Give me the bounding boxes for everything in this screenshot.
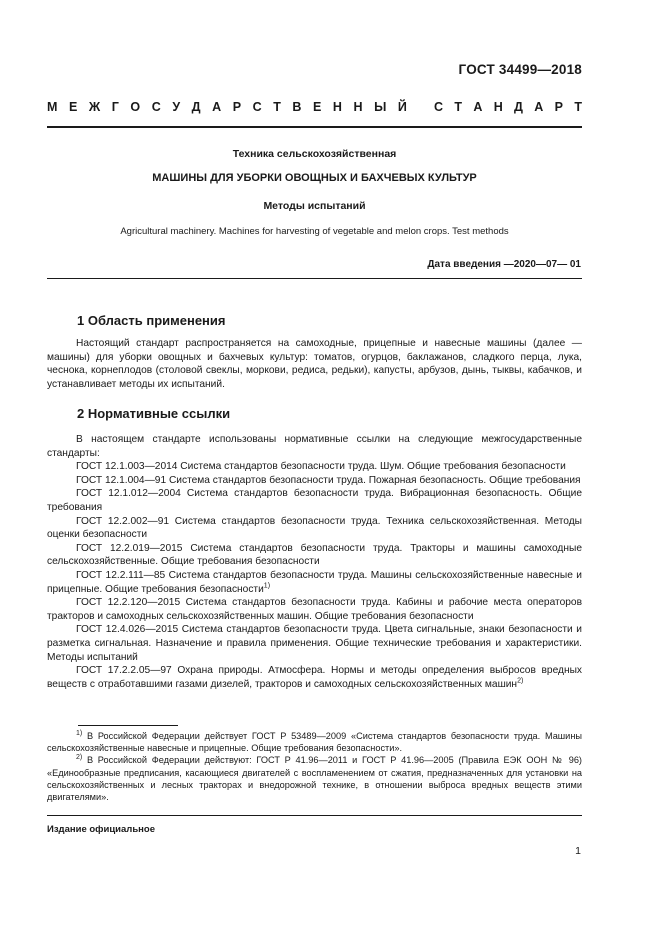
banner-letter: Д [191, 100, 201, 114]
banner-letter: Р [232, 100, 242, 114]
banner-letter: С [151, 100, 161, 114]
banner-letter: У [172, 100, 181, 114]
banner-word-standard [434, 100, 582, 114]
banner-letter: В [292, 100, 302, 114]
banner-letter: Т [273, 100, 281, 114]
footnote-mark: 1) [76, 729, 83, 737]
footnote-item: $^{2)}$ В Российской Федерации действуют: ГОСТ Р 41.96—2011 и ГОСТ Р 41.96—2005 (Правила ЕЭК ООН № 96) «Единообразные предписания, касающиеся двигателей с воспламенением от сжатия, предназначенных для установки на сельскохозяйственных и лесных тракторах и внедорожной технике, в отношении выброса вредных веществ этими двигателями». [47, 754, 582, 803]
reference-item: ГОСТ 12.2.120—2015 Система стандартов безопасности труда. Кабины и рабочие места операторов тракторов и самоходных сельскохозяйственных машин. Общие требования безопасности [47, 597, 582, 622]
reference-item: ГОСТ 12.2.111—85 Система стандартов безопасности труда. Машины сельскохозяйственные навесные и прицепные. Общие требования безопасности$^{1)}$ [47, 569, 582, 595]
footnotes [47, 730, 582, 803]
section-heading-references: 2 Нормативные ссылки [77, 406, 231, 421]
english-title: Agricultural machinery. Machines for harvesting of vegetable and melon crops. Test methods [120, 226, 509, 237]
footnote-ref[interactable]: 1) [263, 582, 271, 590]
official-edition-label: Издание официальное [47, 824, 155, 835]
introduction-date: Дата введения —2020—07— 01 [427, 259, 581, 270]
footnote-item: $^{1)}$ В Российской Федерации действует ГОСТ Р 53489—2009 «Система стандартов безопасности труда. Машины сельскохозяйственные навесные и прицепные. Общие требования безопасности». [47, 729, 582, 754]
references-intro: В настоящем стандарте использованы нормативные ссылки на следующие межгосударственные стандарты: [47, 434, 582, 459]
banner-letter: О [130, 100, 141, 114]
section-heading-scope: 1 Область применения [77, 313, 226, 328]
banner-word-interstate [47, 100, 407, 114]
footnote-divider [78, 725, 178, 726]
reference-item: ГОСТ 12.1.004—91 Система стандартов безопасности труда. Пожарная безопасность. Общие требования [76, 474, 581, 486]
document-subtitle: Методы испытаний [263, 200, 366, 212]
banner-letter: А [212, 100, 222, 114]
banner-letter: Т [574, 100, 582, 114]
banner-letter: Н [332, 100, 342, 114]
reference-item: ГОСТ 12.2.019—2015 Система стандартов безопасности труда. Тракторы и машины самоходные сельскохозяйственные. Общие требования безопасности [47, 542, 582, 568]
banner-letter: А [473, 100, 483, 114]
banner-letter: Е [313, 100, 322, 114]
banner-letter: Н [493, 100, 503, 114]
footer-divider [47, 815, 582, 816]
banner-letter: Д [514, 100, 523, 114]
reference-item: ГОСТ 17.2.2.05—97 Охрана природы. Атмосфера. Нормы и методы определения выбросов вредных веществ с отработавшими газами дизелей, тракторов и самоходных сельскохозяйственных машин$^{2)}$ [47, 665, 582, 690]
banner-letter: Ж [88, 100, 101, 114]
banner-letter: М [47, 100, 58, 114]
reference-item: ГОСТ 12.1.012—2004 Система стандартов безопасности труда. Вибрационная безопасность. Общие требования [47, 488, 582, 513]
scope-paragraph: Настоящий стандарт распространяется на самоходные, прицепные и навесные машины (далее — машины) для уборки овощных и бахчевых культур: томатов, огурцов, баклажанов, сладкого перца, лука, чеснока, корнеплодов (столовой свеклы, моркови, редиса, редьки), капусты, арбузов, дынь, тыквы, кабачков, и устанавливает методы их испытаний. [47, 338, 582, 390]
document-title: МАШИНЫ ДЛЯ УБОРКИ ОВОЩНЫХ И БАХЧЕВЫХ КУЛЬТУР [152, 172, 477, 184]
banner-letter: Т [454, 100, 462, 114]
footnote-ref[interactable]: 2) [517, 677, 524, 685]
standard-type-banner [47, 100, 582, 114]
references-list [47, 433, 582, 691]
reference-item: ГОСТ 12.1.003—2014 Система стандартов безопасности труда. Шум. Общие требования безопасности [76, 461, 566, 473]
page-number: 1 [575, 845, 581, 857]
banner-letter: Г [111, 100, 119, 114]
date-divider [47, 278, 582, 279]
document-category: Техника сельскохозяйственная [232, 148, 397, 160]
reference-item: ГОСТ 12.2.002—91 Система стандартов безопасности труда. Техника сельскохозяйственная. Методы оценки безопасности [47, 515, 582, 541]
banner-letter: С [252, 100, 262, 114]
banner-letter: С [434, 100, 444, 114]
banner-letter: Р [554, 100, 563, 114]
footnote-mark: 2) [76, 754, 83, 762]
banner-divider [47, 126, 582, 128]
banner-letter: Н [353, 100, 363, 114]
banner-letter: Е [68, 100, 78, 114]
banner-letter: Й [397, 100, 407, 114]
reference-item: ГОСТ 12.4.026—2015 Система стандартов безопасности труда. Цвета сигнальные, знаки безопасности и разметка сигнальная. Назначение и правила применения. Общие технические требования и характеристики. Методы испытаний [47, 624, 582, 663]
banner-letter: Ы [374, 100, 387, 114]
banner-letter: А [534, 100, 544, 114]
document-number: ГОСТ 34499—2018 [458, 62, 582, 77]
